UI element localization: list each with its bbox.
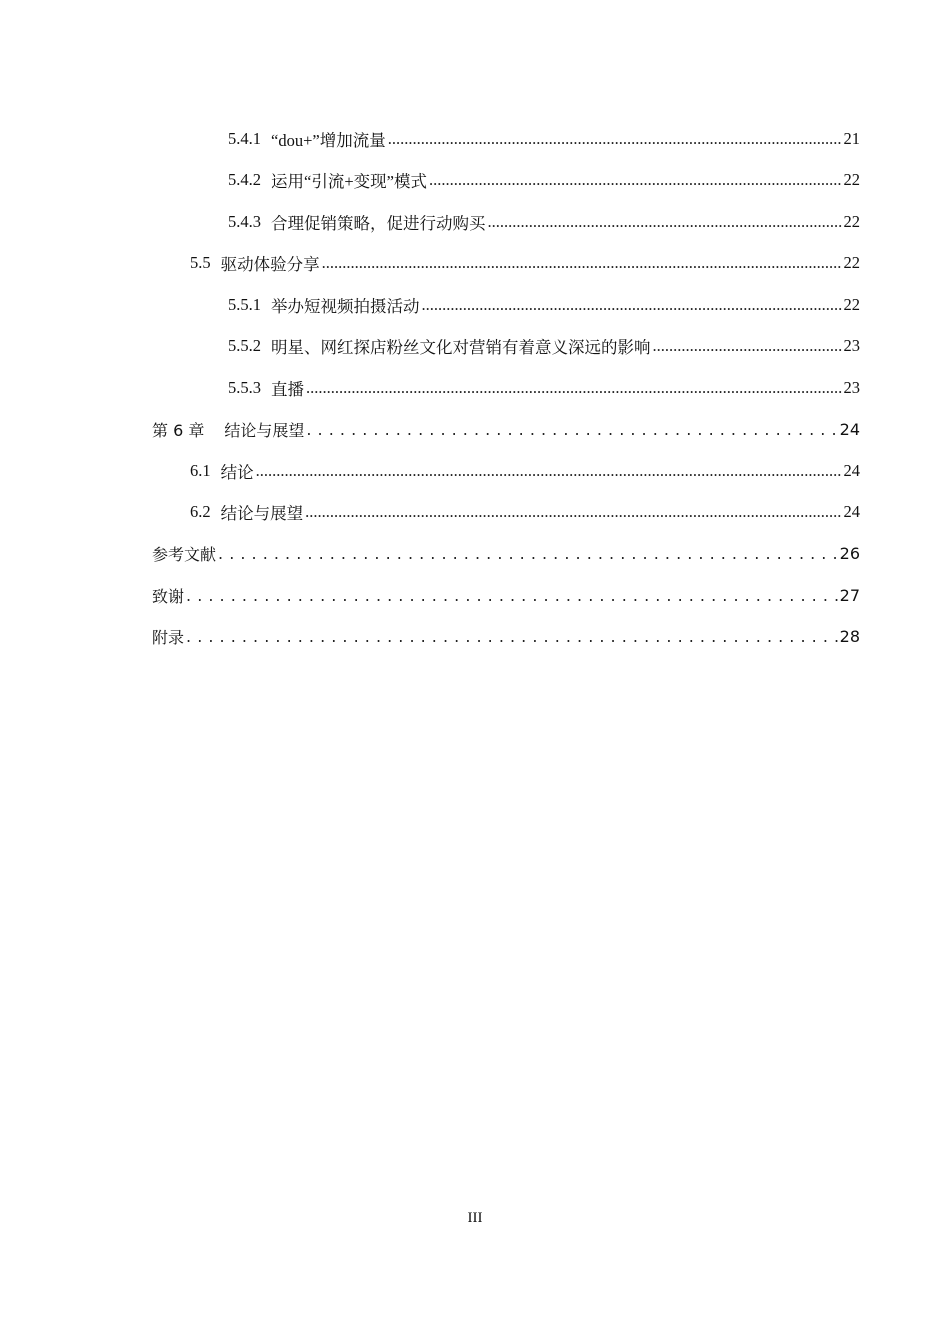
- toc-entry[interactable]: [152, 492, 860, 534]
- toc-entry-title: 明星、网红探店粉丝文化对营销有着意义深远的影响: [271, 338, 651, 358]
- toc-entry-number: 5.4.3: [228, 211, 261, 231]
- toc-entry-title: 附录: [152, 628, 185, 648]
- toc-entry-title: 结论与展望: [224, 420, 305, 440]
- toc-entry-title: 结论: [220, 462, 254, 482]
- page-number-footer: III: [467, 1210, 483, 1226]
- toc-entry[interactable]: [152, 118, 860, 160]
- toc-entry-page: 24: [839, 419, 860, 439]
- toc-entry-title: 驱动体验分享: [220, 255, 320, 275]
- toc-entry-page: 27: [839, 585, 860, 605]
- dot-leader: [422, 295, 842, 315]
- toc-entry[interactable]: [152, 284, 860, 326]
- toc-entry-page: 22: [843, 253, 860, 273]
- toc-entry[interactable]: [152, 201, 860, 243]
- toc-entry[interactable]: [152, 575, 860, 617]
- dot-leader: [306, 420, 837, 439]
- toc-entry[interactable]: [152, 326, 860, 368]
- dot-leader: [186, 627, 838, 646]
- dot-leader: [306, 378, 842, 398]
- toc-entry-number: 5.5.1: [228, 294, 261, 314]
- toc-entry[interactable]: [152, 450, 860, 492]
- dot-leader: [653, 336, 842, 356]
- toc-entry-number: 5.4.2: [228, 170, 261, 190]
- toc-entry-title: 合理促销策略，促进行动购买: [271, 213, 486, 233]
- toc-entry-number: 5.5.3: [228, 377, 261, 397]
- toc-entry-page: 24: [843, 502, 860, 522]
- toc-entry-title: 举办短视频拍摄活动: [271, 296, 420, 316]
- table-of-contents: [152, 118, 860, 658]
- toc-entry-number: 5.5.2: [228, 336, 261, 356]
- toc-entry-number: 5.5: [190, 253, 211, 273]
- toc-entry-page: 22: [843, 294, 860, 314]
- toc-entry-title: “dou+”增加流量: [271, 130, 386, 150]
- toc-entry-page: 28: [839, 627, 860, 647]
- toc-entry-page: 22: [843, 170, 860, 190]
- toc-entry-title: 直播: [271, 379, 304, 399]
- toc-entry-title: 运用“引流+变现”模式: [271, 172, 427, 192]
- toc-entry[interactable]: [152, 409, 860, 451]
- dot-leader: [488, 212, 842, 232]
- dot-leader: [388, 129, 842, 149]
- toc-entry-title: 结论与展望: [220, 504, 304, 524]
- toc-entry-page: 26: [839, 544, 860, 564]
- toc-entry-title: 参考文献: [152, 545, 217, 565]
- toc-entry-title: 致谢: [152, 586, 185, 606]
- toc-entry-page: 23: [843, 377, 860, 397]
- toc-entry-page: 21: [843, 128, 860, 148]
- toc-entry[interactable]: [152, 616, 860, 658]
- toc-entry-page: 23: [843, 336, 860, 356]
- toc-entry-number: 第 6 章: [152, 420, 205, 440]
- toc-entry-number: 6.1: [190, 460, 211, 480]
- toc-entry-number: 5.4.1: [228, 128, 261, 148]
- toc-entry[interactable]: [152, 160, 860, 202]
- toc-entry-number: 6.2: [190, 502, 211, 522]
- toc-entry-page: 24: [843, 460, 860, 480]
- toc-entry[interactable]: [152, 533, 860, 575]
- toc-entry-page: 22: [843, 211, 860, 231]
- dot-leader: [218, 544, 838, 563]
- toc-entry[interactable]: [152, 243, 860, 285]
- toc-entry[interactable]: [152, 367, 860, 409]
- dot-leader: [429, 170, 842, 190]
- dot-leader: [322, 253, 842, 273]
- dot-leader: [186, 586, 838, 605]
- dot-leader: [305, 502, 841, 522]
- dot-leader: [256, 461, 842, 481]
